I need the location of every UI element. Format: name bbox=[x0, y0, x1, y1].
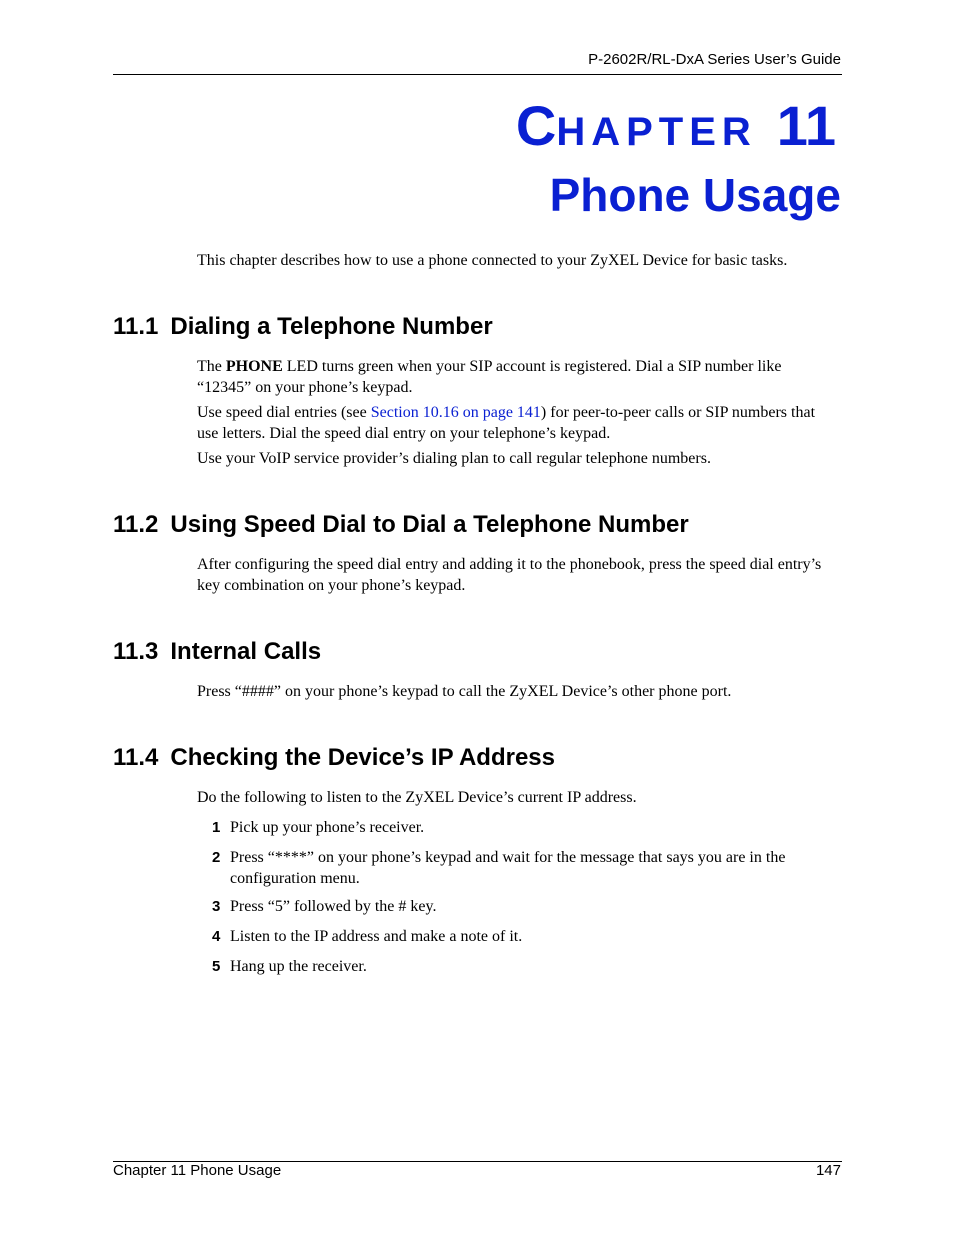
list-item bbox=[212, 818, 842, 839]
paragraph bbox=[197, 357, 837, 398]
chapter-intro: This chapter describes how to use a phone connected to your ZyXEL Device for basic tasks. bbox=[197, 252, 788, 269]
step-number: 2 bbox=[212, 849, 221, 866]
paragraph: Do the following to listen to the ZyXEL Device’s current IP address. bbox=[197, 789, 637, 806]
step-text: Press “****” on your phone’s keypad and wait for the message that says you are in the configuration menu. bbox=[230, 849, 786, 887]
section-number: 11.4 bbox=[113, 744, 159, 771]
section-heading-11-4 bbox=[113, 744, 555, 773]
page-number: 147 bbox=[815, 1162, 841, 1179]
section-heading-11-3 bbox=[113, 638, 321, 667]
footer-chapter: Chapter 11 Phone Usage bbox=[113, 1162, 282, 1179]
step-text: Hang up the receiver. bbox=[230, 958, 367, 975]
step-number: 5 bbox=[212, 958, 221, 975]
step-text: Press “5” followed by the # key. bbox=[230, 898, 437, 915]
list-item bbox=[212, 897, 842, 918]
section-title: Internal Calls bbox=[170, 638, 322, 665]
list-item bbox=[212, 957, 842, 978]
chapter-label bbox=[515, 94, 836, 157]
list-item bbox=[212, 927, 842, 948]
section-title: Using Speed Dial to Dial a Telephone Number bbox=[170, 511, 689, 538]
list-item bbox=[212, 848, 842, 889]
section-heading-11-2 bbox=[113, 511, 689, 540]
paragraph: Use your VoIP service provider’s dialing plan to call regular telephone numbers. bbox=[197, 450, 711, 467]
chapter-number: 11 bbox=[776, 94, 836, 157]
section-heading-11-1 bbox=[113, 313, 493, 342]
running-header: P-2602R/RL-DxA Series User’s Guide bbox=[588, 51, 841, 68]
text-run: ) for peer-to-peer calls or SIP numbers that use letters. Dial the speed dial entry on your telephone’s keypad. bbox=[197, 404, 816, 442]
chapter-label-initial: C bbox=[515, 94, 557, 157]
text-run: The bbox=[197, 358, 226, 375]
section-title: Dialing a Telephone Number bbox=[170, 313, 493, 340]
step-text: Pick up your phone’s receiver. bbox=[230, 819, 425, 836]
text-run: Use speed dial entries (see bbox=[197, 404, 371, 421]
step-number: 1 bbox=[212, 819, 221, 836]
header-rule bbox=[113, 74, 842, 75]
chapter-label-rest: HAPTER bbox=[556, 110, 757, 154]
paragraph: Press “####” on your phone’s keypad to call the ZyXEL Device’s other phone port. bbox=[197, 683, 732, 700]
section-number: 11.2 bbox=[113, 511, 159, 538]
step-number: 4 bbox=[212, 928, 221, 945]
step-number: 3 bbox=[212, 898, 221, 915]
section-10-16-link[interactable]: Section 10.16 on page 141 bbox=[370, 404, 541, 421]
chapter-title: Phone Usage bbox=[549, 169, 841, 221]
text-run: LED turns green when your SIP account is registered. Dial a SIP number like “12345” on your phone’s keypad. bbox=[197, 358, 782, 396]
section-number: 11.3 bbox=[113, 638, 159, 665]
section-title: Checking the Device’s IP Address bbox=[170, 744, 555, 771]
phone-led-label: PHONE bbox=[225, 358, 283, 375]
paragraph bbox=[197, 403, 837, 444]
step-text: Listen to the IP address and make a note of it. bbox=[230, 928, 523, 945]
paragraph: After configuring the speed dial entry and adding it to the phonebook, press the speed dial entry’s key combination on your phone’s keypad. bbox=[197, 556, 822, 594]
section-number: 11.1 bbox=[113, 313, 159, 340]
